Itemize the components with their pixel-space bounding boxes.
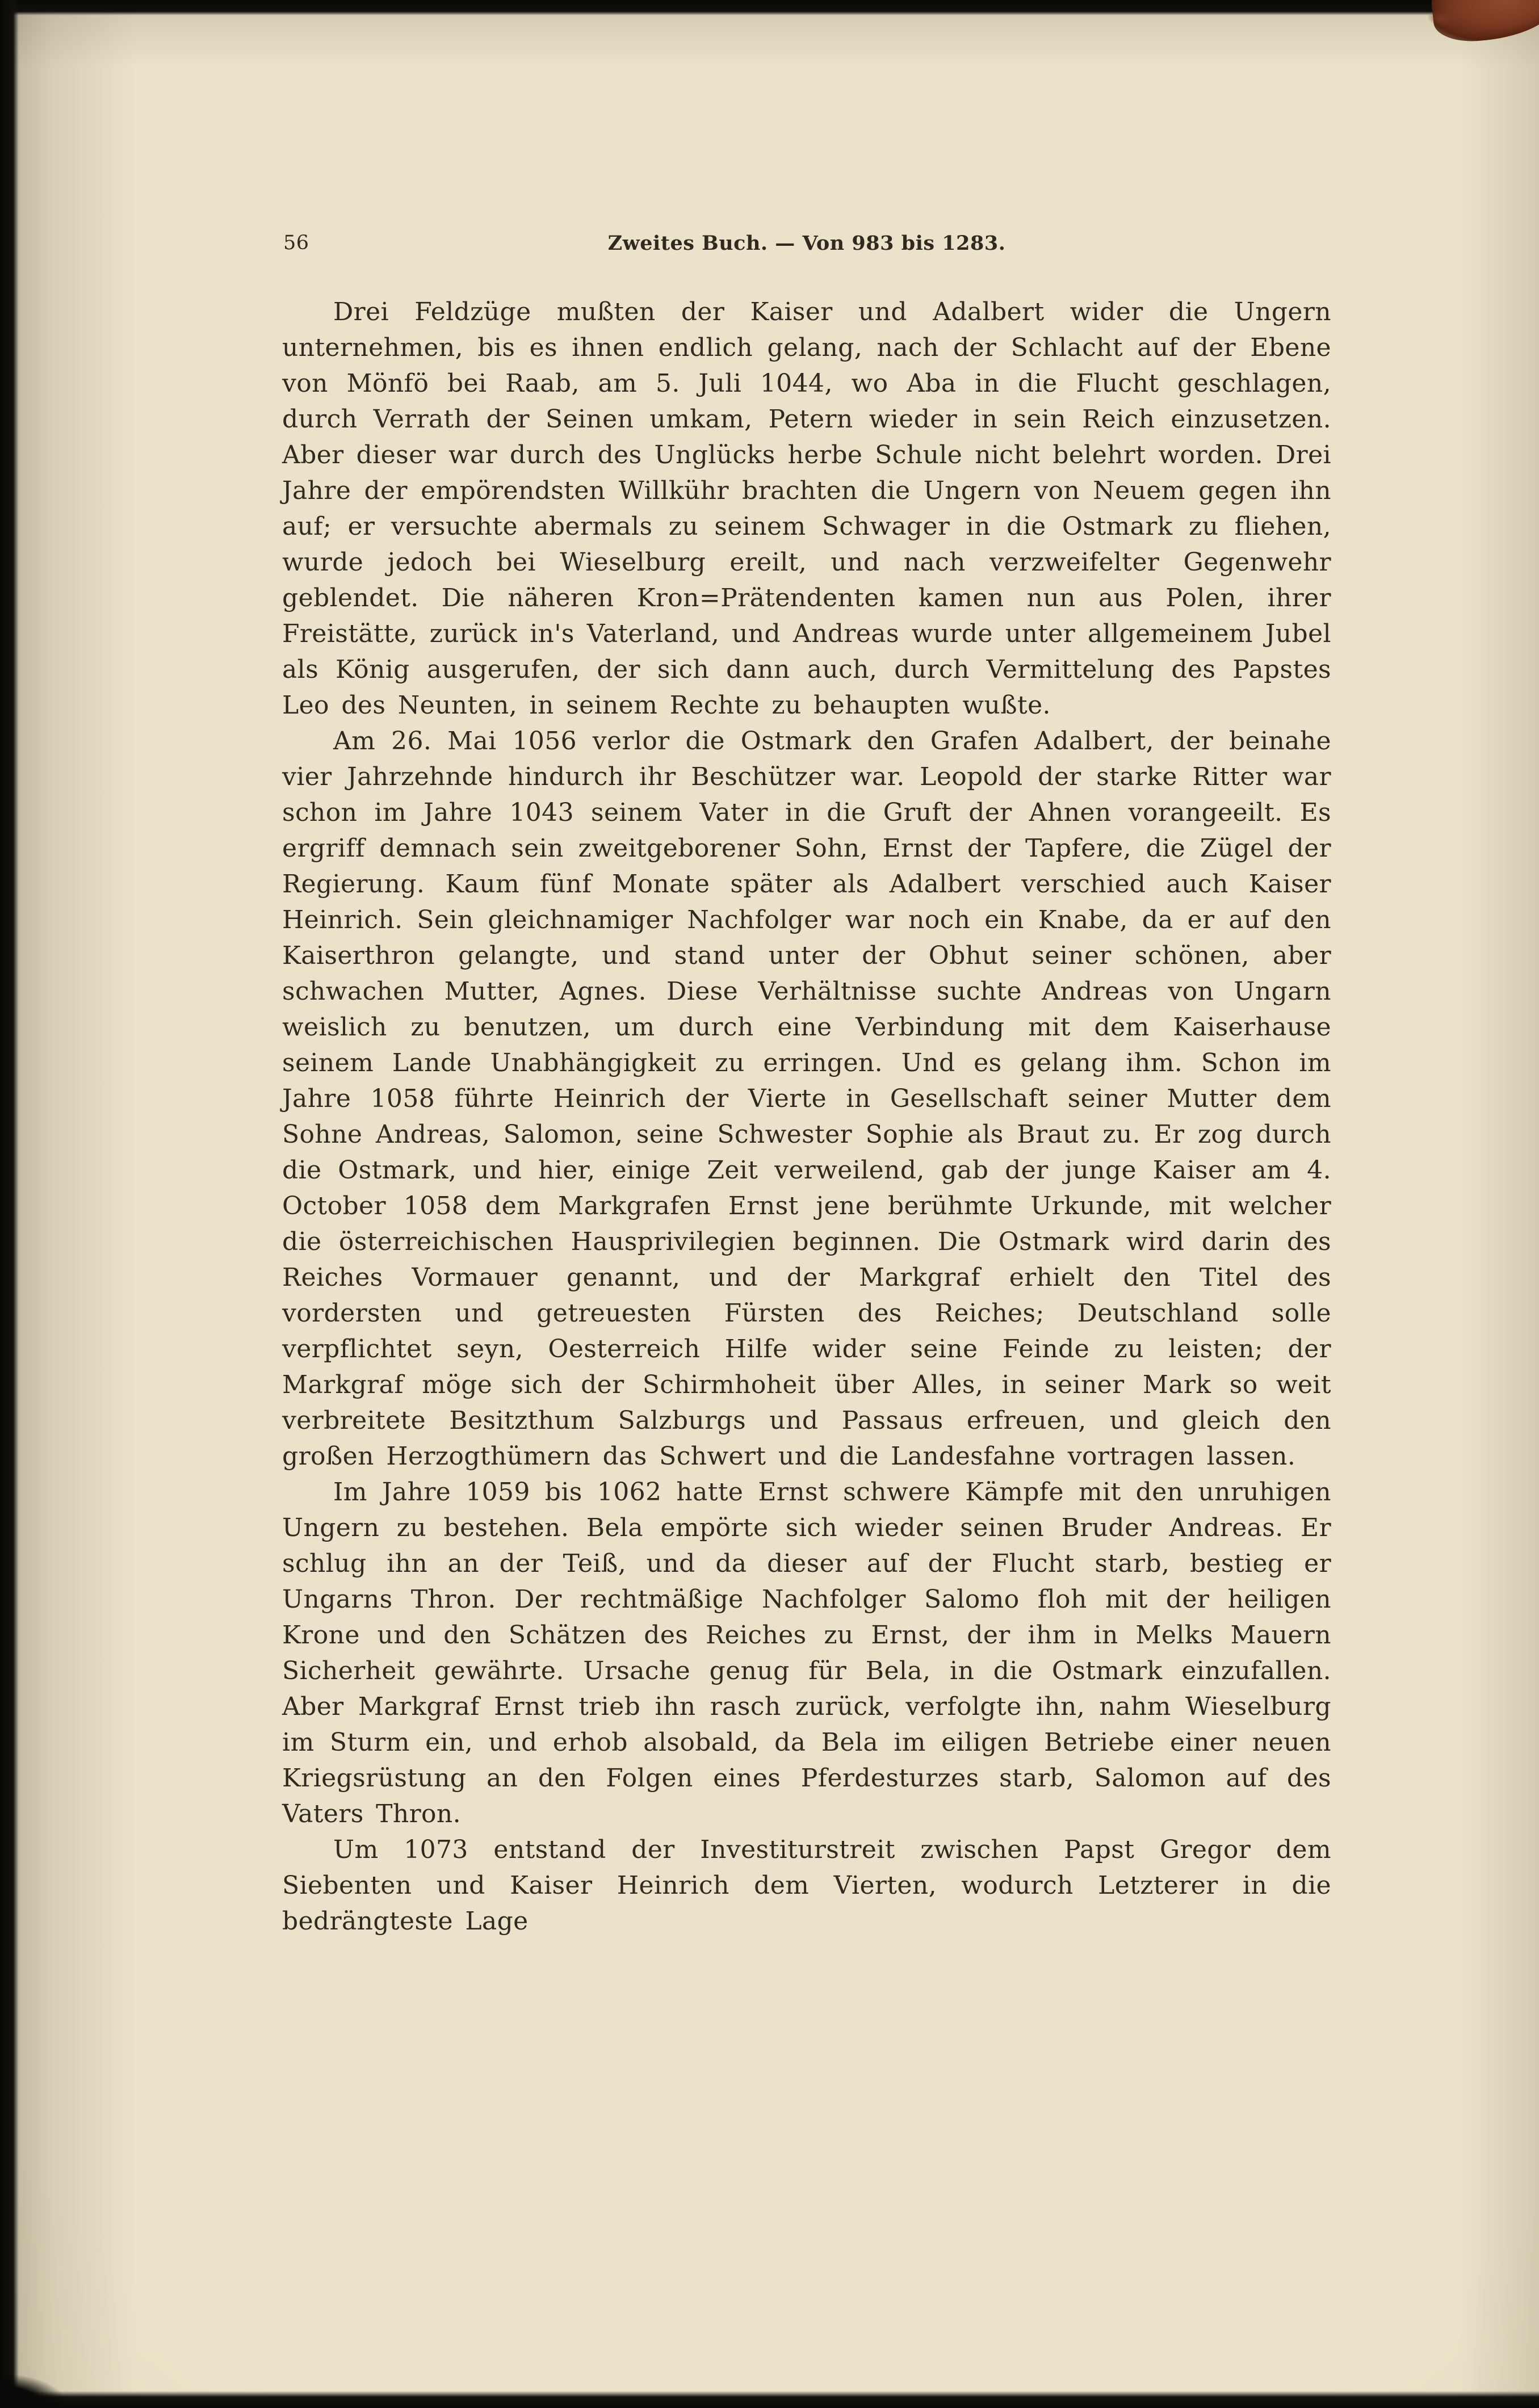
paragraph-3: Im Jahre 1059 bis 1062 hatte Ernst schwere Kämpfe mit den unruhigen Ungern zu bestehen. Bela empörte sich wieder seinen Bruder Andreas. Er schlug ihn an der Teiß, und da dieser auf der Flucht starb, bestieg er Ungarns Thron. Der rechtmäßige Nachfolger Salomo floh mit der heiligen Krone und den Schätzen des Reiches zu Ernst, der ihm in Melks Mauern Sicherheit gewährte. Ursache genug für Bela, in die Ostmark einzufallen. Aber Markgraf Ernst trieb ihn rasch zurück, verfolgte ihn, nahm Wieselburg im Sturm ein, und erhob alsobald, da Bela im eiligen Betriebe einer neuen Kriegsrüstung an den Folgen eines Pferdesturzes starb, Salomon auf des Vaters Thron. bbox=[282, 1478, 1331, 1828]
page-number: 56 bbox=[283, 232, 309, 254]
scan-edge-corner bbox=[0, 2374, 68, 2408]
body-text bbox=[282, 294, 1331, 1939]
scan-edge-left bbox=[0, 0, 19, 2408]
paragraph-2: Am 26. Mai 1056 verlor die Ostmark den Grafen Adalbert, der beinahe vier Jahrzehnde hindurch ihr Beschützer war. Leopold der starke Ritter war schon im Jahre 1043 seinem Vater in die Gruft der Ahnen vorangeeilt. Es ergriff demnach sein zweitgeborener Sohn, Ernst der Tapfere, die Zügel der Regierung. Kaum fünf Monate später als Adalbert verschied auch Kaiser Heinrich. Sein gleichnamiger Nachfolger war noch ein Knabe, da er auf den Kaiserthron gelangte, und stand unter der Obhut seiner schönen, aber schwachen Mutter, Agnes. Diese Verhältnisse suchte Andreas von Ungarn weislich zu benutzen, um durch eine Verbindung mit dem Kaiserhause seinem Lande Unabhängigkeit zu erringen. Und es gelang ihm. Schon im Jahre 1058 führte Heinrich der Vierte in Gesellschaft seiner Mutter dem Sohne Andreas, Salomon, seine Schwester Sophie als Braut zu. Er zog durch die Ostmark, und hier, einige Zeit verweilend, gab der junge Kaiser am 4. October 1058 dem Markgrafen Ernst jene berühmte Urkunde, mit welcher die österreichischen Hausprivilegien beginnen. Die Ostmark wird darin des Reiches Vormauer genannt, und der Markgraf erhielt den Titel des vordersten und getreuesten Fürsten des Reiches; Deutschland solle verpflichtet seyn, Oesterreich Hilfe wider seine Feinde zu leisten; der Markgraf möge sich der Schirmhoheit über Alles, in seiner Mark so weit verbreitete Besitzthum Salzburgs und Passaus erfreuen, und gleich den großen Herzogthümern das Schwert und die Landesfahne vortragen lassen. bbox=[282, 727, 1331, 1471]
running-header bbox=[282, 232, 1331, 261]
printed-page bbox=[282, 232, 1331, 1939]
scan-edge-bottom bbox=[0, 2391, 1539, 2408]
chapter-header: Zweites Buch. — Von 983 bis 1283. bbox=[607, 232, 1006, 255]
paragraph-1: Drei Feldzüge mußten der Kaiser und Adalbert wider die Ungern unternehmen, bis es ihnen endlich gelang, nach der Schlacht auf der Ebene von Mönfö bei Raab, am 5. Juli 1044, wo Aba in die Flucht geschlagen, durch Verrath der Seinen umkam, Petern wieder in sein Reich einzusetzen. Aber dieser war durch des Unglücks herbe Schule nicht belehrt worden. Drei Jahre der empörendsten Willkühr brachten die Ungern von Neuem gegen ihn auf; er versuchte abermals zu seinem Schwager in die Ostmark zu fliehen, wurde jedoch bei Wieselburg ereilt, und nach verzweifelter Gegenwehr geblendet. Die näheren Kron=Prätendenten kamen nun aus Polen, ihrer Freistätte, zurück in's Vaterland, und Andreas wurde unter allgemeinem Jubel als König ausgerufen, der sich dann auch, durch Vermittelung des Papstes Leo des Neunten, in seinem Rechte zu behaupten wußte. bbox=[282, 297, 1331, 720]
scan-edge-top bbox=[0, 0, 1539, 15]
paragraph-4: Um 1073 entstand der Investiturstreit zwischen Papst Gregor dem Siebenten und Kaiser Heinrich dem Vierten, wodurch Letzterer in die bedrängteste Lage bbox=[282, 1835, 1331, 1936]
